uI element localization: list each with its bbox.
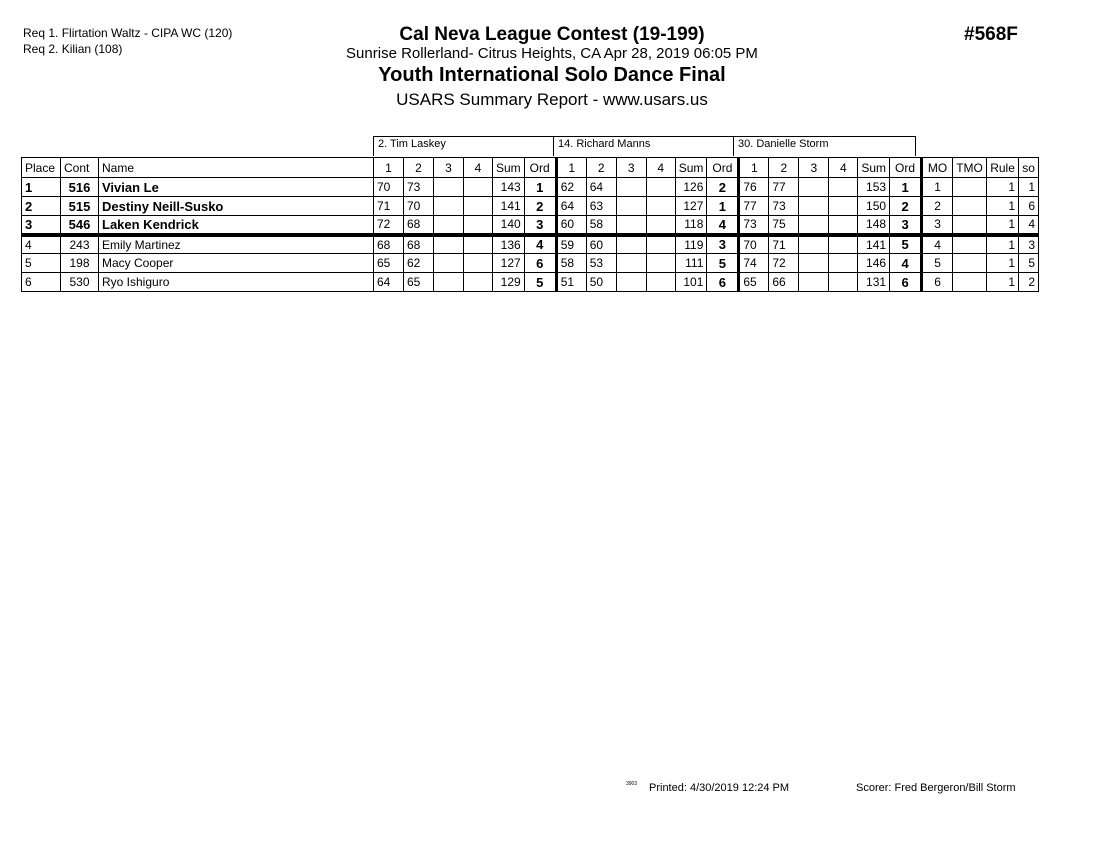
j2-score-4 (646, 254, 675, 273)
j3-ordinal: 3 (890, 216, 922, 235)
j3-sum: 141 (858, 235, 890, 254)
j2-score-4 (646, 216, 675, 235)
j3-score-2: 75 (769, 216, 799, 235)
col-j3-score1: 1 (739, 158, 769, 178)
j3-score-1: 77 (739, 197, 769, 216)
requirement-text: Flirtation Waltz - CIPA WC (120) (61, 26, 233, 40)
j3-sum: 150 (858, 197, 890, 216)
j1-score-3 (434, 197, 464, 216)
so-cell: 6 (1019, 197, 1039, 216)
rule-cell: 1 (987, 216, 1019, 235)
j3-ordinal: 6 (890, 273, 922, 292)
j2-score-1: 64 (556, 197, 586, 216)
result-row (22, 216, 1039, 235)
col-j1-score2: 2 (404, 158, 434, 178)
j3-score-2: 72 (769, 254, 799, 273)
j2-score-4 (646, 235, 675, 254)
col-j2-score1: 1 (556, 158, 586, 178)
j3-score-3 (799, 178, 829, 197)
j3-score-3 (799, 273, 829, 292)
j1-score-1: 64 (374, 273, 404, 292)
event-title: Youth International Solo Dance Final (378, 64, 726, 86)
j1-score-4 (464, 235, 493, 254)
mo-cell: 3 (922, 216, 953, 235)
j2-score-2: 53 (586, 254, 616, 273)
tmo-cell (953, 273, 987, 292)
col-place: Place (22, 158, 61, 178)
col-cont: Cont (61, 158, 99, 178)
j2-sum: 119 (675, 235, 707, 254)
j3-ordinal: 1 (890, 178, 922, 197)
j3-ordinal: 2 (890, 197, 922, 216)
j2-score-1: 59 (556, 235, 586, 254)
col-so: so (1019, 158, 1039, 178)
j2-score-3 (616, 235, 646, 254)
requirement-1 (23, 26, 232, 41)
j1-ordinal: 2 (524, 197, 556, 216)
printed-timestamp: Printed: 4/30/2019 12:24 PM (649, 782, 790, 794)
col-rule: Rule (987, 158, 1019, 178)
mo-cell: 5 (922, 254, 953, 273)
j2-score-2: 64 (586, 178, 616, 197)
j2-score-1: 60 (556, 216, 586, 235)
skater-name: Vivian Le (99, 178, 374, 197)
rule-cell: 1 (987, 273, 1019, 292)
j2-sum: 101 (675, 273, 707, 292)
header-row (22, 158, 1039, 178)
j3-score-2: 77 (769, 178, 799, 197)
so-cell: 4 (1019, 216, 1039, 235)
j1-score-2: 65 (404, 273, 434, 292)
col-j1-score3: 3 (434, 158, 464, 178)
j1-score-4 (464, 178, 493, 197)
j3-sum: 148 (858, 216, 890, 235)
j1-sum: 140 (493, 216, 525, 235)
j1-score-4 (464, 254, 493, 273)
tmo-cell (953, 235, 987, 254)
j1-score-3 (434, 235, 464, 254)
contest-title: Cal Neva League Contest (19-199) (399, 24, 705, 45)
j1-score-4 (464, 273, 493, 292)
j2-score-1: 62 (556, 178, 586, 197)
cont-cell: 515 (61, 197, 99, 216)
j1-sum: 136 (493, 235, 525, 254)
j2-score-2: 60 (586, 235, 616, 254)
j3-score-2: 73 (769, 197, 799, 216)
scorer-names: Scorer: Fred Bergeron/Bill Storm (856, 782, 1016, 794)
col-j2-score2: 2 (586, 158, 616, 178)
j3-score-4 (829, 216, 858, 235)
tmo-cell (953, 178, 987, 197)
rule-cell: 1 (987, 254, 1019, 273)
skater-name: Laken Kendrick (99, 216, 374, 235)
skater-name: Destiny Neill-Susko (99, 197, 374, 216)
col-j3-score2: 2 (769, 158, 799, 178)
j1-score-3 (434, 178, 464, 197)
j1-score-3 (434, 216, 464, 235)
judge-header-3: 30. Danielle Storm (733, 136, 916, 156)
j1-score-2: 73 (404, 178, 434, 197)
j1-score-1: 71 (374, 197, 404, 216)
cont-cell: 530 (61, 273, 99, 292)
cont-cell: 516 (61, 178, 99, 197)
j1-score-4 (464, 197, 493, 216)
mo-cell: 4 (922, 235, 953, 254)
requirement-label: Req 2. (23, 42, 59, 56)
j2-score-4 (646, 197, 675, 216)
j3-ordinal: 5 (890, 235, 922, 254)
j3-score-4 (829, 197, 858, 216)
j1-score-1: 70 (374, 178, 404, 197)
col-j1-ord: Ord (524, 158, 556, 178)
j1-sum: 143 (493, 178, 525, 197)
place-cell: 2 (22, 197, 61, 216)
j2-score-1: 51 (556, 273, 586, 292)
j2-ordinal: 5 (707, 254, 739, 273)
footer-mark: 3903 (626, 781, 638, 787)
so-cell: 2 (1019, 273, 1039, 292)
col-j1-score4: 4 (464, 158, 493, 178)
judge-header-1: 2. Tim Laskey (373, 136, 554, 156)
result-row (22, 254, 1039, 273)
place-cell: 3 (22, 216, 61, 235)
j3-score-1: 76 (739, 178, 769, 197)
j3-score-3 (799, 216, 829, 235)
col-j1-score1: 1 (374, 158, 404, 178)
j1-score-1: 65 (374, 254, 404, 273)
j3-score-1: 70 (739, 235, 769, 254)
j2-ordinal: 2 (707, 178, 739, 197)
j2-score-3 (616, 216, 646, 235)
j3-sum: 146 (858, 254, 890, 273)
place-cell: 5 (22, 254, 61, 273)
skater-name: Emily Martinez (99, 235, 374, 254)
tmo-cell (953, 216, 987, 235)
so-cell: 3 (1019, 235, 1039, 254)
col-name: Name (99, 158, 374, 178)
report-title: USARS Summary Report - www.usars.us (396, 90, 708, 109)
j3-sum: 153 (858, 178, 890, 197)
skater-name: Macy Cooper (99, 254, 374, 273)
event-number: #568F (964, 24, 1018, 45)
j3-score-1: 65 (739, 273, 769, 292)
col-mo: MO (922, 158, 953, 178)
j3-score-1: 73 (739, 216, 769, 235)
judge-header-2: 14. Richard Manns (553, 136, 734, 156)
skater-name: Ryo Ishiguro (99, 273, 374, 292)
j2-score-4 (646, 178, 675, 197)
j2-sum: 118 (675, 216, 707, 235)
j2-score-3 (616, 273, 646, 292)
col-j1-sum: Sum (493, 158, 525, 178)
j3-score-3 (799, 197, 829, 216)
venue-date: Sunrise Rollerland- Citrus Heights, CA Apr 28, 2019 06:05 PM (346, 45, 758, 62)
j2-sum: 111 (675, 254, 707, 273)
rule-cell: 1 (987, 235, 1019, 254)
rule-cell: 1 (987, 178, 1019, 197)
j1-score-3 (434, 273, 464, 292)
col-j3-ord: Ord (890, 158, 922, 178)
j1-score-2: 62 (404, 254, 434, 273)
col-j2-sum: Sum (675, 158, 707, 178)
j1-ordinal: 5 (524, 273, 556, 292)
place-cell: 4 (22, 235, 61, 254)
j2-ordinal: 1 (707, 197, 739, 216)
col-j2-score3: 3 (616, 158, 646, 178)
rule-cell: 1 (987, 197, 1019, 216)
j1-sum: 141 (493, 197, 525, 216)
j1-score-4 (464, 216, 493, 235)
j2-score-3 (616, 178, 646, 197)
j2-score-2: 63 (586, 197, 616, 216)
col-j3-score3: 3 (799, 158, 829, 178)
j1-ordinal: 4 (524, 235, 556, 254)
j1-sum: 127 (493, 254, 525, 273)
j3-score-4 (829, 178, 858, 197)
col-j2-score4: 4 (646, 158, 675, 178)
j1-score-1: 72 (374, 216, 404, 235)
j2-score-4 (646, 273, 675, 292)
mo-cell: 6 (922, 273, 953, 292)
tmo-cell (953, 197, 987, 216)
j2-ordinal: 6 (707, 273, 739, 292)
j3-score-3 (799, 254, 829, 273)
j1-score-2: 68 (404, 235, 434, 254)
j3-score-4 (829, 273, 858, 292)
j1-ordinal: 6 (524, 254, 556, 273)
requirement-2 (23, 42, 122, 57)
result-row (22, 273, 1039, 292)
j2-ordinal: 4 (707, 216, 739, 235)
j3-score-4 (829, 235, 858, 254)
requirement-text: Kilian (108) (61, 42, 123, 56)
j3-score-1: 74 (739, 254, 769, 273)
j1-score-2: 70 (404, 197, 434, 216)
results-table (21, 157, 1039, 292)
place-cell: 6 (22, 273, 61, 292)
so-cell: 1 (1019, 178, 1039, 197)
j2-sum: 127 (675, 197, 707, 216)
col-j3-score4: 4 (829, 158, 858, 178)
result-row (22, 197, 1039, 216)
mo-cell: 2 (922, 197, 953, 216)
so-cell: 5 (1019, 254, 1039, 273)
j3-score-4 (829, 254, 858, 273)
j2-ordinal: 3 (707, 235, 739, 254)
tmo-cell (953, 254, 987, 273)
col-tmo: TMO (953, 158, 987, 178)
j3-ordinal: 4 (890, 254, 922, 273)
j1-ordinal: 3 (524, 216, 556, 235)
j1-ordinal: 1 (524, 178, 556, 197)
result-row (22, 178, 1039, 197)
j2-score-2: 50 (586, 273, 616, 292)
cont-cell: 198 (61, 254, 99, 273)
j3-score-2: 71 (769, 235, 799, 254)
j3-score-2: 66 (769, 273, 799, 292)
cont-cell: 243 (61, 235, 99, 254)
place-cell: 1 (22, 178, 61, 197)
col-j2-ord: Ord (707, 158, 739, 178)
col-j3-sum: Sum (858, 158, 890, 178)
requirement-label: Req 1. (23, 26, 59, 40)
mo-cell: 1 (922, 178, 953, 197)
j3-score-3 (799, 235, 829, 254)
j2-score-2: 58 (586, 216, 616, 235)
j2-score-1: 58 (556, 254, 586, 273)
j2-score-3 (616, 197, 646, 216)
j1-score-2: 68 (404, 216, 434, 235)
result-row (22, 235, 1039, 254)
j1-sum: 129 (493, 273, 525, 292)
cont-cell: 546 (61, 216, 99, 235)
j2-score-3 (616, 254, 646, 273)
j1-score-1: 68 (374, 235, 404, 254)
j2-sum: 126 (675, 178, 707, 197)
j3-sum: 131 (858, 273, 890, 292)
j1-score-3 (434, 254, 464, 273)
